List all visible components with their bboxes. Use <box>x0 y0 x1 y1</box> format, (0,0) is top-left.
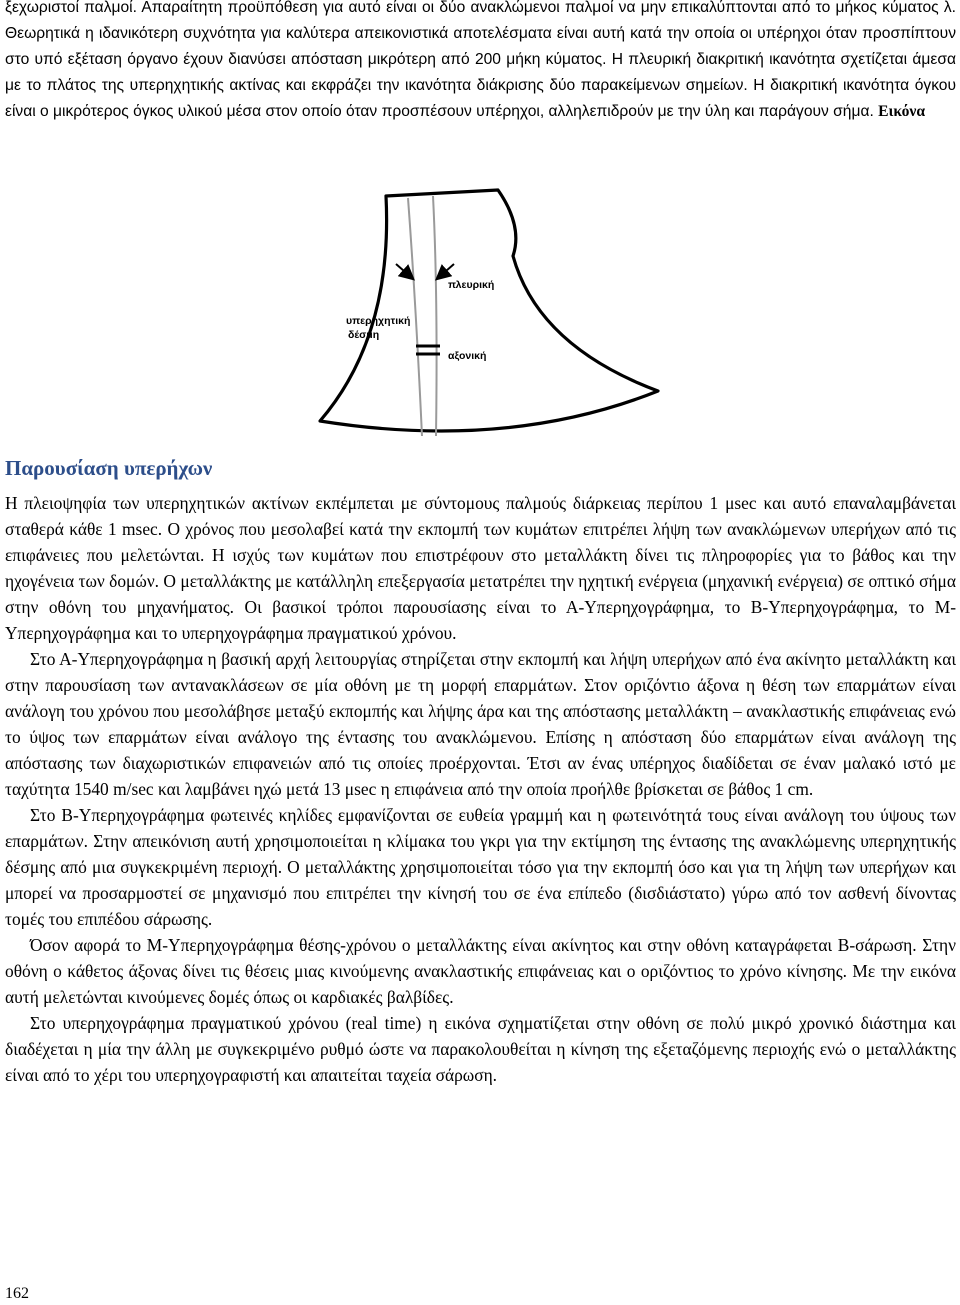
label-axial: αξονική <box>448 350 487 362</box>
body-paragraph-1: Η πλειοψηφία των υπερηχητικών ακτίνων εκπέμπεται με σύντομους παλμούς διάρκειας περίπου 1 μsec και αυτό επαναλαμβάνεται σταθερά κάθε 1 msec. Ο χρόνος που μεσολαβεί κατά την εκπομπή των κυμάτων επιτρέπει λήψη των ανακλώμενων υπερήχων από τις επιφάνειες που μελετώνται. Η ισχύς των κυμάτων που επιστρέφουν στο μεταλλάκτη δίνει τις πληροφορίες για το βάθος και την ηχογένεια των δομών. Ο μεταλλάκτης με κατάλληλη επεξεργασία μετατρέπει την ηχητική ενέργεια (μηχανική ενέργεια) σε οπτικό σήμα στην οθόνη του μηχανήματος. Οι βασικοί τρόποι παρουσίασης είναι το Α-Υπερηχογράφημα, το Β-Υπερηχογράφημα, το Μ-Υπερηχογράφημα και το υπερηχογράφημα πραγματικού χρόνου. <box>5 493 956 643</box>
body-paragraph-5: Στο υπερηχογράφημα πραγματικού χρόνου (real time) η εικόνα σχηματίζεται στην οθόνη σε πολύ μικρό χρονικό διάστημα και διαδέχεται η μία την άλλη με συγκεκριμένο ρυθμό ώστε να παρακολουθείται η κίνηση της εξεταζόμενης περιοχής ενώ ο μεταλλάκτης είναι από το χέρι του υπερηχογραφιστή και απαιτείται ταχεία σάρωση. <box>5 1013 956 1085</box>
body-paragraph-2: Στο Α-Υπερηχογράφημα η βασική αρχή λειτουργίας στηρίζεται στην εκπομπή και λήψη υπερήχων από ένα ακίνητο μεταλλάκτη και στην παρουσίαση των αντανακλάσεων σε μία οθόνη με τη μορφή επαρμάτων. Στον οριζόντιο άξονα η θέση των επαρμάτων είναι ανάλογη του χρόνου που μεσολάβησε μεταξύ εκπομπής και λήψης άρα και της απόστασης μεταλλάκτη – ανακλαστικής επιφάνειας ενώ το ύψος των επαρμάτων είναι ανάλογο της έντασης του ανακλώμενου. Επίσης η απόσταση δύο επαρμάτων είναι ανάλογη της απόστασης των διαχωριστικών επιφανειών από τις οποίες προέρχονται. Έτσι αν ένας υπέρηχος διαδίδεται σε έναν μαλακό ιστό με ταχύτητα 1540 m/sec και λαμβάνει ηχώ μετά 13 μsec η επιφάνεια από την οποία προήλθε βρίσκεται σε βάθος 1 cm. <box>5 649 956 799</box>
beam-resolution-figure <box>308 186 678 444</box>
lateral-arrow-left <box>396 264 412 278</box>
intro-text: ξεχωριστοί παλμοί. Απαραίτητη προϋπόθεση για αυτό είναι οι δύο ανακλώμενοι παλμοί να μην επικαλύπτονται από το μήκος κύματος λ. Θεωρητικά η ιδανικότερη συχνότητα για καλύτερα απεικονιστικά αποτελέσματα είναι αυτή κατά την οποία οι υπέρηχοι όταν προσπίπτουν στο υπό εξέταση όργανο έχουν διανύσει απόσταση μικρότερη από 200 μήκη κύματος. Η πλευρική διακριτική ικανότητα σχετίζεται άμεσα με το πλάτος της υπερηχητικής ακτίνας και εκφράζει την ικανότητα διάκρισης δύο παρακείμενων σημείων. Η διακριτική ικανότητα όγκου είναι ο μικρότερος όγκος υλικού μέσα στον οποίο όταν προσπέσουν υπέρηχοι, αλληλεπιδρούν με την ύλη και παράγουν σήμα. <box>5 0 956 120</box>
section-title: Παρουσίαση υπερήχων <box>5 456 213 480</box>
label-lateral: πλευρική <box>448 279 495 291</box>
label-beam-line2: δέσμη <box>348 329 380 341</box>
section-body <box>5 490 956 1088</box>
lateral-arrow-right <box>438 264 454 278</box>
sector-outline <box>320 190 658 431</box>
figure-reference: Εικόνα <box>878 103 926 120</box>
body-paragraph-3: Στο Β-Υπερηχογράφημα φωτεινές κηλίδες εμφανίζονται σε ευθεία γραμμή και η φωτεινότητά τους είναι ανάλογη του ύψους των επαρμάτων. Στην απεικόνιση αυτή χρησιμοποιείται η κλίμακα του γκρι για την εκτίμηση της έντασης της ανακλώμενης υπερηχητικής δέσμης από μια συγκεκριμένη περιοχή. Ο μεταλλάκτης χρησιμοποιείται τόσο για την εκπομπή όσο και για τη λήψη των υπερήχων και μπορεί να προσαρμοστεί σε μηχανισμό που επιτρέπει την κίνησή του σε ένα επίπεδο (δισδιάστατο) γύρω από τον ασθενή δίνοντας τομές του επιπέδου σάρωσης. <box>5 805 956 929</box>
body-paragraph-4: Όσον αφορά το Μ-Υπερηχογράφημα θέσης-χρόνου ο μεταλλάκτης είναι ακίνητος και στην οθόνη καταγράφεται Β-σάρωση. Στην οθόνη ο κάθετος άξονας δίνει τις θέσεις μιας κινούμενης ανακλαστικής επιφάνειας και ο οριζόντιος το χρόνο κίνησης. Με την εικόνα αυτή μελετώνται κινούμενες δομές όπως οι καρδιακές βαλβίδες. <box>5 935 956 1007</box>
label-beam-line1: υπερηχητική <box>346 315 411 327</box>
beam-line-right <box>433 196 437 436</box>
beam-diagram <box>308 186 678 444</box>
intro-paragraph <box>5 0 956 125</box>
page-number: 162 <box>5 1285 29 1302</box>
